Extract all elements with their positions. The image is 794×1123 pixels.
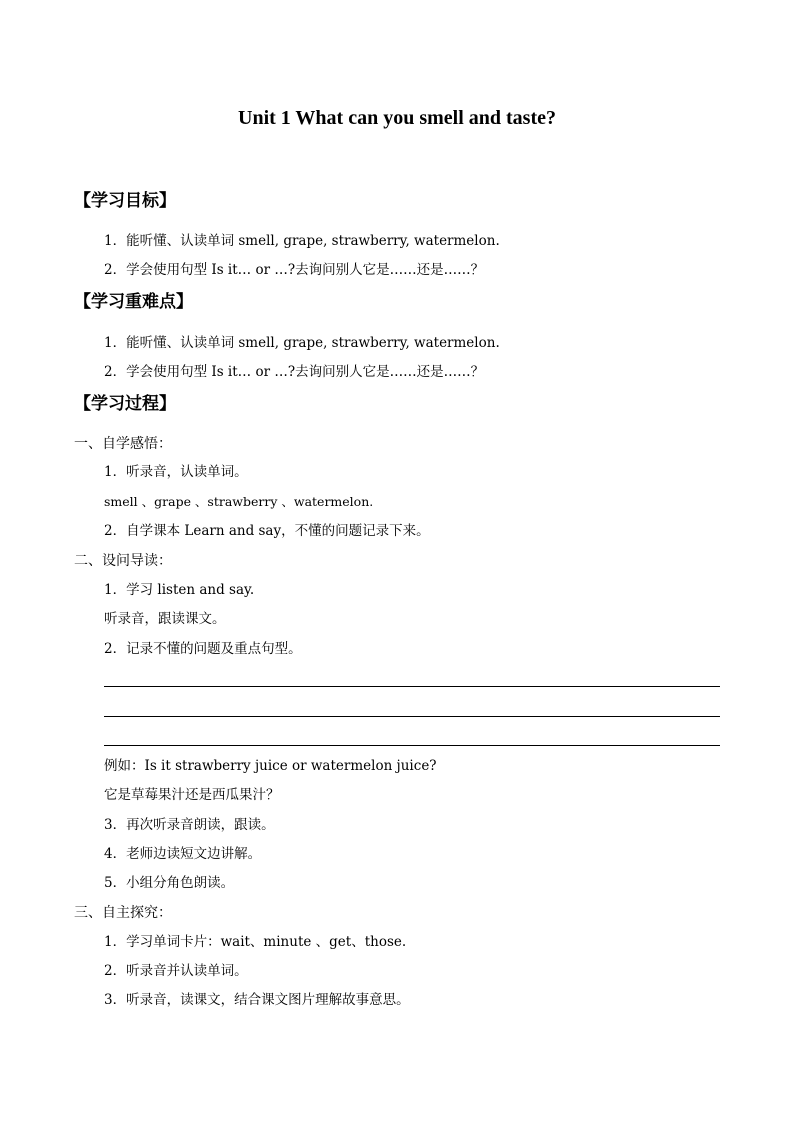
- objectives-item-1: 1．能听懂、认读单词 smell, grape, strawberry, watermelon.: [104, 233, 500, 249]
- part2-heading: 二、设问导读：: [74, 553, 172, 569]
- part1-line-1: 1．听录音，认读单词。: [104, 464, 248, 480]
- part3-line-2: 2．听录音并认读单词。: [104, 963, 248, 979]
- part3-line-3: 3．听录音，读课文，结合课文图片理解故事意思。: [104, 992, 410, 1008]
- part1-heading: 一、自学感悟：: [74, 436, 172, 452]
- key-points-heading: 【学习重难点】: [74, 292, 193, 312]
- blank-line-2: [104, 716, 720, 717]
- part3-line-1: 1．学习单词卡片：wait、minute 、get、those.: [104, 934, 407, 950]
- objectives-heading: 【学习目标】: [74, 191, 176, 211]
- part1-line-3: 2．自学课本 Learn and say，不懂的问题记录下来。: [104, 523, 430, 539]
- example-line-5: 5．小组分角色朗读。: [104, 875, 235, 891]
- blank-line-3: [104, 745, 720, 746]
- page-title: Unit 1 What can you smell and taste?: [238, 107, 556, 129]
- objectives-item-2: 2．学会使用句型 Is it… or …?去询问别人它是……还是……？: [104, 262, 485, 278]
- example-line-1: 例如：Is it strawberry juice or watermelon juice?: [104, 758, 437, 774]
- example-line-3: 3．再次听录音朗读，跟读。: [104, 817, 275, 833]
- key-points-item-1: 1．能听懂、认读单词 smell, grape, strawberry, watermelon.: [104, 335, 500, 351]
- part2-line-3: 2．记录不懂的问题及重点句型。: [104, 641, 302, 657]
- example-line-2: 它是草莓果汁还是西瓜果汁？: [104, 787, 280, 803]
- blank-line-1: [104, 686, 720, 687]
- part2-line-1: 1．学习 listen and say.: [104, 582, 255, 598]
- key-points-item-2: 2．学会使用句型 Is it… or …?去询问别人它是……还是……？: [104, 364, 485, 380]
- process-heading: 【学习过程】: [74, 394, 176, 414]
- part1-line-2: smell 、grape 、strawberry 、watermelon.: [104, 494, 374, 509]
- example-line-4: 4．老师边读短文边讲解。: [104, 846, 262, 862]
- part3-heading: 三、自主探究：: [74, 905, 172, 921]
- part2-line-2: 听录音，跟读课文。: [104, 611, 226, 627]
